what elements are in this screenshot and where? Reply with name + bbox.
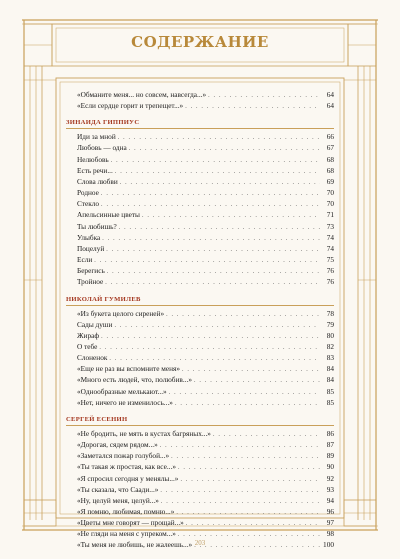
dot-leader — [194, 377, 320, 386]
entry-title: Ты любишь? — [77, 221, 117, 231]
dot-leader — [178, 464, 320, 473]
entry-page-number: 96 — [326, 507, 334, 516]
entry-page-number: 68 — [326, 154, 334, 164]
toc-section — [66, 90, 334, 112]
entry-page-number: 76 — [326, 266, 334, 276]
dot-leader — [208, 92, 320, 101]
toc-entry[interactable] — [66, 255, 334, 266]
entry-page-number: 92 — [326, 473, 334, 483]
toc-entry[interactable] — [66, 222, 334, 233]
entry-title: О тебе — [77, 341, 98, 351]
entry-title: «Дорогая, сядем рядом...» — [77, 440, 158, 450]
entry-page-number: 64 — [326, 90, 334, 99]
toc-entry[interactable] — [66, 210, 334, 221]
dot-leader — [176, 509, 320, 518]
entry-title: Есть речи... — [77, 165, 113, 175]
entry-page-number: 78 — [326, 308, 334, 318]
entry-page-number: 76 — [326, 277, 334, 287]
entry-page-number: 64 — [326, 101, 334, 111]
entry-title: «Ну, целуй меня, целуй...» — [77, 495, 159, 505]
table-of-contents — [66, 90, 334, 558]
toc-entry[interactable] — [66, 507, 334, 518]
entry-page-number: 86 — [326, 428, 334, 438]
dot-leader — [118, 134, 320, 143]
toc-entry[interactable] — [66, 518, 334, 529]
dot-leader — [185, 103, 320, 112]
toc-entry[interactable] — [66, 177, 334, 188]
toc-section — [66, 295, 334, 409]
dot-leader — [106, 246, 320, 255]
entry-title: Стекло — [77, 199, 100, 209]
entry-title: «Много есть людей, что, полюбив...» — [77, 375, 192, 385]
entry-title: «Еще не раз вы вспомните меня» — [77, 364, 181, 374]
entry-page-number: 87 — [326, 440, 334, 450]
dot-leader — [175, 400, 320, 409]
dot-leader — [160, 442, 320, 451]
dot-leader — [180, 476, 320, 485]
dot-leader — [114, 322, 320, 331]
entry-title: «Ты такая ж простая, как все...» — [77, 462, 176, 472]
entry-title: Улыбка — [77, 232, 101, 242]
toc-entry[interactable] — [66, 331, 334, 342]
dot-leader — [166, 311, 320, 320]
dot-leader — [169, 389, 320, 398]
entry-title: «Ты сказала, что Саади...» — [77, 484, 159, 494]
dot-leader — [120, 179, 320, 188]
entry-title: Сады души — [77, 319, 113, 329]
dot-leader — [101, 190, 320, 199]
entry-page-number: 84 — [326, 364, 334, 374]
toc-entry[interactable] — [66, 398, 334, 409]
toc-entry[interactable] — [66, 277, 334, 288]
dot-leader — [129, 145, 320, 154]
entry-page-number: 66 — [326, 132, 334, 142]
entry-title: Тройное — [77, 277, 104, 287]
entry-page-number: 75 — [326, 255, 334, 265]
toc-entry[interactable] — [66, 375, 334, 386]
author-heading: ЗИНАИДА ГИППИУС — [66, 118, 334, 129]
toc-entry[interactable] — [66, 266, 334, 277]
entry-page-number: 94 — [326, 495, 334, 505]
entry-title: Родное — [77, 188, 99, 198]
entry-title: «Однообразные мелькают...» — [77, 386, 167, 396]
toc-entry[interactable] — [66, 199, 334, 210]
entry-page-number: 82 — [326, 341, 334, 351]
toc-entry[interactable] — [66, 364, 334, 375]
dot-leader — [182, 366, 320, 375]
toc-entry[interactable] — [66, 451, 334, 462]
dot-leader — [171, 453, 320, 462]
page-number: 203 — [194, 539, 206, 547]
toc-entry[interactable] — [66, 101, 334, 112]
entry-page-number: 98 — [326, 529, 334, 539]
entry-title: «Цветы мне говорят — прощай...» — [77, 518, 184, 528]
toc-entry[interactable] — [66, 90, 334, 101]
toc-entry[interactable] — [66, 233, 334, 244]
dot-leader — [160, 487, 320, 496]
toc-entry[interactable] — [66, 474, 334, 485]
entry-title: Апельсинные цветы — [77, 210, 140, 220]
entry-page-number: 80 — [326, 330, 334, 340]
toc-entry[interactable] — [66, 188, 334, 199]
toc-section — [66, 118, 334, 288]
entry-page-number: 100 — [323, 540, 334, 550]
entry-page-number: 67 — [326, 143, 334, 153]
entry-page-number: 71 — [326, 210, 334, 220]
toc-entry[interactable] — [66, 485, 334, 496]
entry-page-number: 70 — [326, 199, 334, 209]
entry-title: «Из букета целого сиреней» — [77, 308, 165, 318]
page-title: СОДЕРЖАНИЕ — [131, 33, 269, 51]
entry-title: «Я помню, любимая, помню...» — [77, 507, 175, 516]
dot-leader — [213, 431, 320, 440]
entry-title: Нелюбовь — [77, 154, 109, 164]
toc-entry[interactable] — [66, 462, 334, 473]
entry-page-number: 93 — [326, 484, 334, 494]
toc-entry[interactable] — [66, 353, 334, 364]
toc-entry[interactable] — [66, 309, 334, 320]
toc-entry[interactable] — [66, 155, 334, 166]
dot-leader — [142, 212, 320, 221]
entry-title: Берегись — [77, 266, 105, 276]
dot-leader — [186, 520, 320, 529]
dot-leader — [101, 333, 320, 342]
entry-page-number: 69 — [326, 176, 334, 186]
toc-entry[interactable] — [66, 143, 334, 154]
entry-page-number: 90 — [326, 462, 334, 472]
entry-title: Жираф — [77, 330, 100, 340]
toc-section — [66, 415, 334, 552]
dot-leader — [101, 201, 320, 210]
entry-page-number: 79 — [326, 319, 334, 329]
entry-title: «Ты меня не любишь, не жалеешь...» — [77, 540, 193, 550]
toc-entry[interactable] — [66, 244, 334, 255]
entry-title: «Если сердце горит и трепещет...» — [77, 101, 184, 111]
dot-leader — [105, 279, 320, 288]
entry-title: «Я спросил сегодня у менялы...» — [77, 473, 179, 483]
toc-entry[interactable] — [66, 387, 334, 398]
entry-page-number: 74 — [326, 243, 334, 253]
entry-page-number: 89 — [326, 451, 334, 461]
dot-leader — [99, 344, 320, 353]
entry-title: «Не бродить, не мять в кустах багряных...» — [77, 428, 211, 438]
entry-page-number: 85 — [326, 397, 334, 407]
toc-entry[interactable] — [66, 496, 334, 507]
entry-page-number: 74 — [326, 232, 334, 242]
entry-page-number: 84 — [326, 375, 334, 385]
entry-page-number: 68 — [326, 165, 334, 175]
entry-title: «Не гляди на меня с упреком...» — [77, 529, 176, 539]
toc-entry[interactable] — [66, 429, 334, 440]
entry-page-number: 97 — [326, 518, 334, 528]
dot-leader — [107, 268, 320, 277]
entry-title: «Нет, ничего не изменилось...» — [77, 397, 173, 407]
dot-leader — [111, 157, 320, 166]
dot-leader — [161, 498, 320, 507]
dot-leader — [109, 355, 320, 364]
dot-leader — [115, 168, 320, 177]
author-heading: СЕРГЕЙ ЕСЕНИН — [66, 415, 334, 426]
entry-page-number: 73 — [326, 221, 334, 231]
entry-title: Поцелуй — [77, 243, 105, 253]
entry-title: Любовь — одна — [77, 143, 127, 153]
entry-title: Слова любви — [77, 176, 118, 186]
entry-page-number: 70 — [326, 188, 334, 198]
entry-title: «Обманите меня... но совсем, навсегда...» — [77, 90, 207, 99]
entry-title: Слоненок — [77, 353, 108, 363]
entry-title: Если — [77, 255, 93, 265]
entry-title: Иди за мной — [77, 132, 116, 142]
entry-page-number: 85 — [326, 386, 334, 396]
dot-leader — [102, 235, 320, 244]
toc-entry[interactable] — [66, 342, 334, 353]
toc-entry[interactable] — [66, 132, 334, 143]
entry-page-number: 83 — [326, 353, 334, 363]
author-heading: НИКОЛАЙ ГУМИЛЕВ — [66, 295, 334, 306]
toc-entry[interactable] — [66, 320, 334, 331]
entry-title: «Заметался пожар голубой...» — [77, 451, 170, 461]
dot-leader — [94, 257, 320, 266]
toc-entry[interactable] — [66, 440, 334, 451]
toc-entry[interactable] — [66, 166, 334, 177]
dot-leader — [119, 224, 320, 233]
